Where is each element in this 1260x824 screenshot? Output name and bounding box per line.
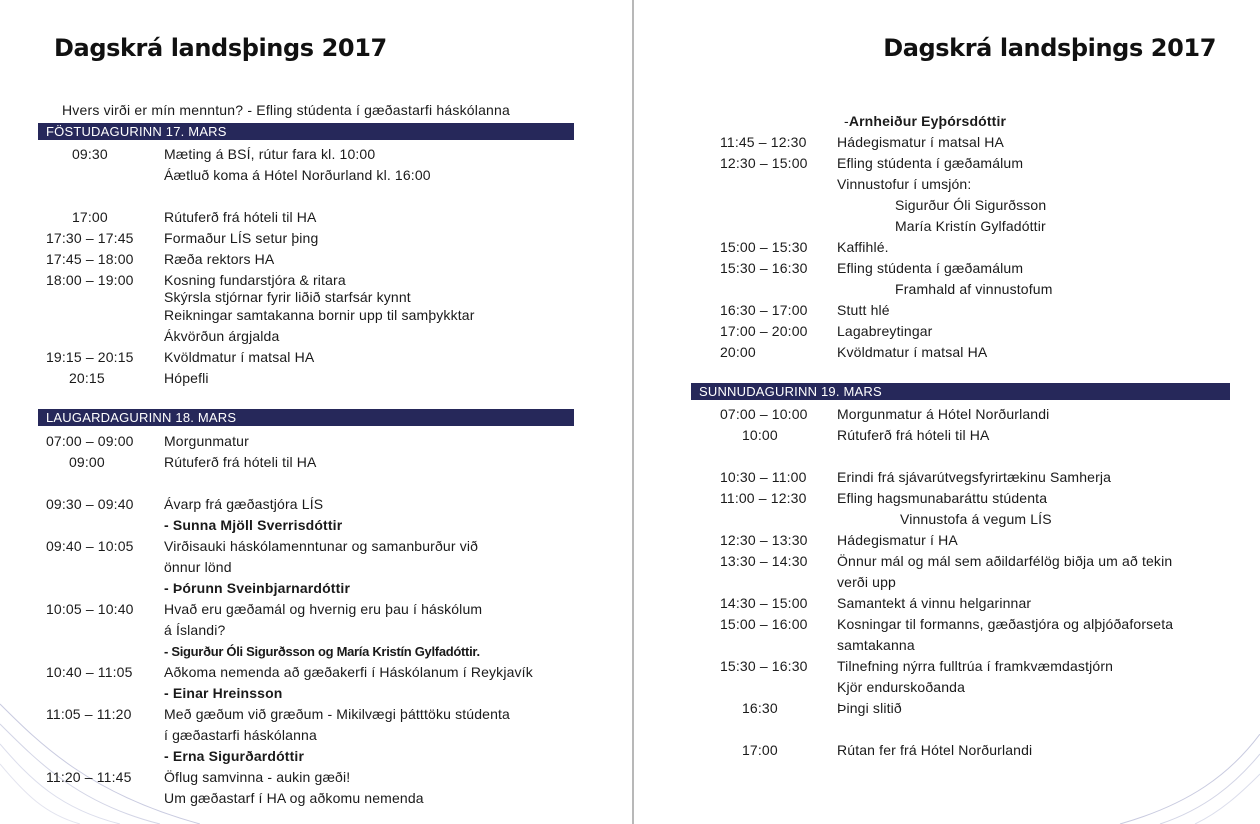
schedule-time: 11:20 – 11:45 <box>46 769 132 785</box>
page-title: Dagskrá landsþings 2017 <box>883 34 1216 62</box>
page-title: Dagskrá landsþings 2017 <box>54 34 387 62</box>
schedule-item: Stutt hlé <box>837 302 890 318</box>
schedule-time: 17:00 <box>72 209 108 225</box>
schedule-time: 15:00 – 16:00 <box>720 616 808 632</box>
schedule-time: 16:30 – 17:00 <box>720 302 808 318</box>
schedule-item: Með gæðum við græðum - Mikilvægi þátttöku stúdenta <box>164 706 510 722</box>
schedule-time: 18:00 – 19:00 <box>46 272 134 288</box>
schedule-time: 12:30 – 13:30 <box>720 532 808 548</box>
schedule-item: Kvöldmatur í matsal HA <box>164 349 315 365</box>
day-header-friday: FÖSTUDAGURINN 17. MARS <box>38 123 574 140</box>
schedule-item: Reikningar samtakanna bornir upp til samþykktar <box>164 307 475 323</box>
schedule-time: 12:30 – 15:00 <box>720 155 808 171</box>
schedule-time: 10:40 – 11:05 <box>46 664 133 680</box>
workshop-lead: María Kristín Gylfadóttir <box>895 218 1046 234</box>
speaker-line <box>844 113 1006 130</box>
schedule-item: Efling hagsmunabaráttu stúdenta <box>837 490 1048 506</box>
schedule-item: Ræða rektors HA <box>164 251 275 267</box>
schedule-item: Ávarp frá gæðastjóra LÍS <box>164 496 324 512</box>
schedule-item: í gæðastarfi háskólanna <box>164 727 317 743</box>
schedule-item: Samantekt á vinnu helgarinnar <box>837 595 1032 611</box>
schedule-time: 09:00 <box>69 454 105 470</box>
schedule-time: 17:45 – 18:00 <box>46 251 134 267</box>
schedule-item: Þingi slitið <box>837 700 902 716</box>
schedule-item: Hópefli <box>164 370 209 386</box>
schedule-item: Kosning fundarstjóra & ritara <box>164 272 346 288</box>
speaker-name: Arnheiður Eyþórsdóttir <box>848 113 1007 129</box>
day-header-sunday: SUNNUDAGURINN 19. MARS <box>691 383 1230 400</box>
schedule-time: 15:30 – 16:30 <box>720 658 808 674</box>
schedule-item: Lagabreytingar <box>837 323 933 339</box>
schedule-time: 16:30 <box>742 700 778 716</box>
schedule-time: 15:30 – 16:30 <box>720 260 808 276</box>
schedule-item: Efling stúdenta í gæðamálum <box>837 155 1024 171</box>
schedule-item: Kvöldmatur í matsal HA <box>837 344 988 360</box>
schedule-time: 07:00 – 09:00 <box>46 433 134 449</box>
schedule-time: 07:00 – 10:00 <box>720 406 808 422</box>
schedule-time: 15:00 – 15:30 <box>720 239 808 255</box>
speaker-name: - Einar Hreinsson <box>164 685 283 701</box>
schedule-item: Tilnefning nýrra fulltrúa í framkvæmdastjórn <box>837 658 1114 674</box>
day-header-saturday: LAUGARDAGURINN 18. MARS <box>38 409 574 426</box>
schedule-item: Kjör endurskoðanda <box>837 679 966 695</box>
schedule-time: 09:30 – 09:40 <box>46 496 134 512</box>
schedule-time: 11:00 – 12:30 <box>720 490 807 506</box>
schedule-time: 19:15 – 20:15 <box>46 349 134 365</box>
speaker-name: - Þórunn Sveinbjarnardóttir <box>164 580 351 596</box>
schedule-time: 17:00 – 20:00 <box>720 323 808 339</box>
schedule-item: Vinnustofur í umsjón: <box>837 176 972 192</box>
schedule-item: Hvað eru gæðamál og hvernig eru þau í háskólum <box>164 601 483 617</box>
schedule-item: Rútan fer frá Hótel Norðurlandi <box>837 742 1033 758</box>
workshop-lead: Sigurður Óli Sigurðsson <box>895 197 1047 213</box>
schedule-item: Um gæðastarf í HA og aðkomu nemenda <box>164 790 424 806</box>
schedule-item: Rútuferð frá hóteli til HA <box>164 209 317 225</box>
schedule-item: Morgunmatur á Hótel Norðurlandi <box>837 406 1050 422</box>
schedule-time: 11:45 – 12:30 <box>720 134 807 150</box>
schedule-item: verði upp <box>837 574 896 590</box>
schedule-time: 10:30 – 11:00 <box>720 469 807 485</box>
schedule-item: Kosningar til formanns, gæðastjóra og alþjóðaforseta <box>837 616 1174 632</box>
schedule-item: Önnur mál og mál sem aðildarfélög biðja um að tekin <box>837 553 1173 569</box>
schedule-time: 17:00 <box>742 742 778 758</box>
schedule-item: Kaffihlé. <box>837 239 889 255</box>
schedule-item: Öflug samvinna - aukin gæði! <box>164 769 351 785</box>
schedule-item: á Íslandi? <box>164 622 226 638</box>
schedule-time: 13:30 – 14:30 <box>720 553 808 569</box>
schedule-item: Efling stúdenta í gæðamálum <box>837 260 1024 276</box>
schedule-time: 20:15 <box>69 370 105 386</box>
speaker-dash: - <box>844 113 849 129</box>
schedule-time: 17:30 – 17:45 <box>46 230 134 246</box>
schedule-item: Aðkoma nemenda að gæðakerfi í Háskólanum í Reykjavík <box>164 664 533 680</box>
schedule-time: 09:40 – 10:05 <box>46 538 134 554</box>
schedule-item: Morgunmatur <box>164 433 249 449</box>
schedule-item: Formaður LÍS setur þing <box>164 230 319 246</box>
schedule-item: Áætluð koma á Hótel Norðurland kl. 16:00 <box>164 167 431 183</box>
schedule-item: Vinnustofa á vegum LÍS <box>900 511 1052 527</box>
schedule-item: Ákvörðun árgjalda <box>164 328 280 344</box>
schedule-time: 10:05 – 10:40 <box>46 601 134 617</box>
schedule-item: Hádegismatur í HA <box>837 532 958 548</box>
speaker-name: - Erna Sigurðardóttir <box>164 748 305 764</box>
schedule-item: önnur lönd <box>164 559 232 575</box>
schedule-item: Skýrsla stjórnar fyrir liðið starfsár kynnt <box>164 289 411 305</box>
schedule-item: samtakanna <box>837 637 915 653</box>
decorative-wave-lines <box>1080 734 1260 824</box>
schedule-item: Virðisauki háskólamenntunar og samanburður við <box>164 538 479 554</box>
program-page-right <box>634 0 1260 824</box>
speaker-name: - Sigurður Óli Sigurðsson og María Kristín Gylfadóttir. <box>164 644 480 659</box>
program-theme: Hvers virði er mín menntun? - Efling stúdenta í gæðastarfi háskólanna <box>62 102 511 118</box>
schedule-time: 20:00 <box>720 344 756 360</box>
schedule-time: 09:30 <box>72 146 108 162</box>
schedule-item: Rútuferð frá hóteli til HA <box>837 427 990 443</box>
schedule-item: Hádegismatur í matsal HA <box>837 134 1004 150</box>
schedule-item: Erindi frá sjávarútvegsfyrirtækinu Samherja <box>837 469 1112 485</box>
schedule-time: 11:05 – 11:20 <box>46 706 132 722</box>
schedule-item: Rútuferð frá hóteli til HA <box>164 454 317 470</box>
schedule-time: 10:00 <box>742 427 778 443</box>
schedule-item: Mæting á BSÍ, rútur fara kl. 10:00 <box>164 146 376 162</box>
speaker-name: - Sunna Mjöll Sverrisdóttir <box>164 517 343 533</box>
schedule-item: Framhald af vinnustofum <box>895 281 1053 297</box>
schedule-time: 14:30 – 15:00 <box>720 595 808 611</box>
